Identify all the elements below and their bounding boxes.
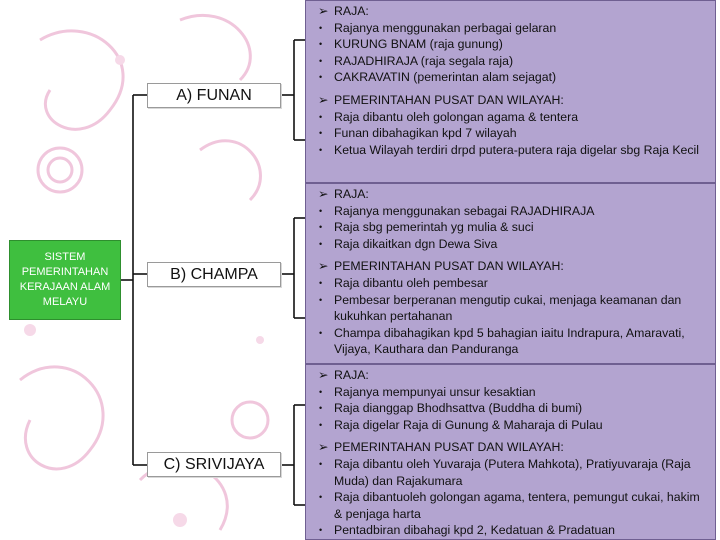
section-raja: [316, 3, 709, 86]
arrow-bullet-icon: ➢: [318, 259, 329, 274]
kingdom-node-srivijaya: [147, 452, 281, 477]
section-heading: RAJA:: [334, 187, 369, 201]
section-raja: [316, 186, 709, 252]
list-item: RAJADHIRAJA (raja segala raja): [334, 53, 514, 68]
kingdom-node-champa: [147, 262, 281, 287]
kingdom-node-funan: [147, 83, 281, 108]
bullet-icon: •: [319, 39, 323, 50]
list-item: Raja dikaitkan dgn Dewa Siva: [334, 236, 498, 251]
bullet-icon: •: [319, 238, 323, 249]
bullet-icon: •: [319, 458, 323, 469]
list-item: Rajanya menggunakan perbagai gelaran: [334, 20, 557, 35]
kingdom-label: B) CHAMPA: [170, 265, 258, 283]
bullet-icon: •: [319, 294, 323, 305]
list-item: Rajanya menggunakan sebagai RAJADHIRAJA: [334, 203, 595, 218]
section-heading: RAJA:: [334, 368, 369, 382]
section-pemerintahan: [316, 439, 709, 539]
bullet-icon: •: [319, 222, 323, 233]
list-item: Champa dibahagikan kpd 5 bahagian iaitu Indrapura, Amaravati, Vijaya, Kauthara dan Panduranga: [334, 325, 685, 357]
kingdom-label: C) SRIVIJAYA: [163, 455, 265, 473]
detail-panel-funan: [305, 0, 716, 183]
bullet-icon: •: [319, 111, 323, 122]
bullet-icon: •: [319, 403, 323, 414]
bullet-icon: •: [319, 492, 323, 503]
bullet-icon: •: [319, 55, 323, 66]
bullet-icon: •: [319, 72, 323, 83]
bullet-icon: •: [319, 128, 323, 139]
detail-panel-champa: [305, 183, 716, 364]
list-item: Raja dibantuoleh golongan agama, tentera, pemungut cukai, hakim & penjaga harta: [334, 490, 700, 521]
arrow-bullet-icon: ➢: [318, 4, 329, 18]
arrow-bullet-icon: ➢: [318, 440, 329, 455]
bullet-icon: •: [319, 525, 323, 536]
list-item: Raja sbg pemerintah yg mulia & suci: [334, 220, 534, 235]
section-pemerintahan: [316, 258, 709, 358]
bullet-icon: •: [319, 144, 323, 155]
bullet-icon: •: [319, 419, 323, 430]
list-item: CAKRAVATIN (pemerintan alam sejagat): [334, 70, 557, 85]
section-pemerintahan: [316, 92, 709, 158]
list-item: Raja dibantu oleh Yuvaraja (Putera Mahkota), Pratiyuvaraja (Raja Muda) dan Rajakumara: [334, 456, 691, 488]
arrow-bullet-icon: ➢: [318, 187, 329, 201]
section-heading: PEMERINTAHAN PUSAT DAN WILAYAH:: [334, 440, 564, 455]
list-item: Raja dibantu oleh pembesar: [334, 275, 488, 290]
arrow-bullet-icon: ➢: [318, 92, 329, 107]
list-item: Rajanya mempunyai unsur kesaktian: [334, 384, 536, 399]
list-item: KURUNG BNAM (raja gunung): [334, 37, 503, 52]
bullet-icon: •: [319, 277, 323, 288]
section-heading: PEMERINTAHAN PUSAT DAN WILAYAH:: [334, 259, 564, 274]
bullet-icon: •: [319, 22, 323, 33]
bullet-icon: •: [319, 205, 323, 216]
root-node: [9, 240, 121, 320]
section-heading: PEMERINTAHAN PUSAT DAN WILAYAH:: [334, 92, 564, 107]
list-item: Ketua Wilayah terdiri drpd putera-putera raja digelar sbg Raja Kecil: [334, 142, 699, 157]
root-label: SISTEM PEMERINTAHAN KERAJAAN ALAM MELAYU: [19, 251, 111, 308]
bullet-icon: •: [319, 386, 323, 397]
arrow-bullet-icon: ➢: [318, 368, 329, 382]
section-heading: RAJA:: [334, 4, 369, 18]
list-item: Funan dibahagikan kpd 7 wilayah: [334, 126, 517, 141]
detail-panel-srivijaya: [305, 364, 716, 540]
bullet-icon: •: [319, 327, 323, 338]
list-item: Pembesar berperanan mengutip cukai, menjaga keamanan dan kukuhkan pertahanan: [334, 292, 682, 324]
list-item: Pentadbiran dibahagi kpd 2, Kedatuan & Pradatuan: [334, 523, 615, 538]
kingdom-label: A) FUNAN: [176, 86, 252, 104]
list-item: Raja dianggap Bhodhsattva (Buddha di bumi): [334, 401, 583, 416]
list-item: Raja dibantu oleh golongan agama & tentera: [334, 109, 579, 124]
list-item: Raja digelar Raja di Gunung & Maharaja di Pulau: [334, 417, 603, 432]
section-raja: [316, 367, 709, 433]
